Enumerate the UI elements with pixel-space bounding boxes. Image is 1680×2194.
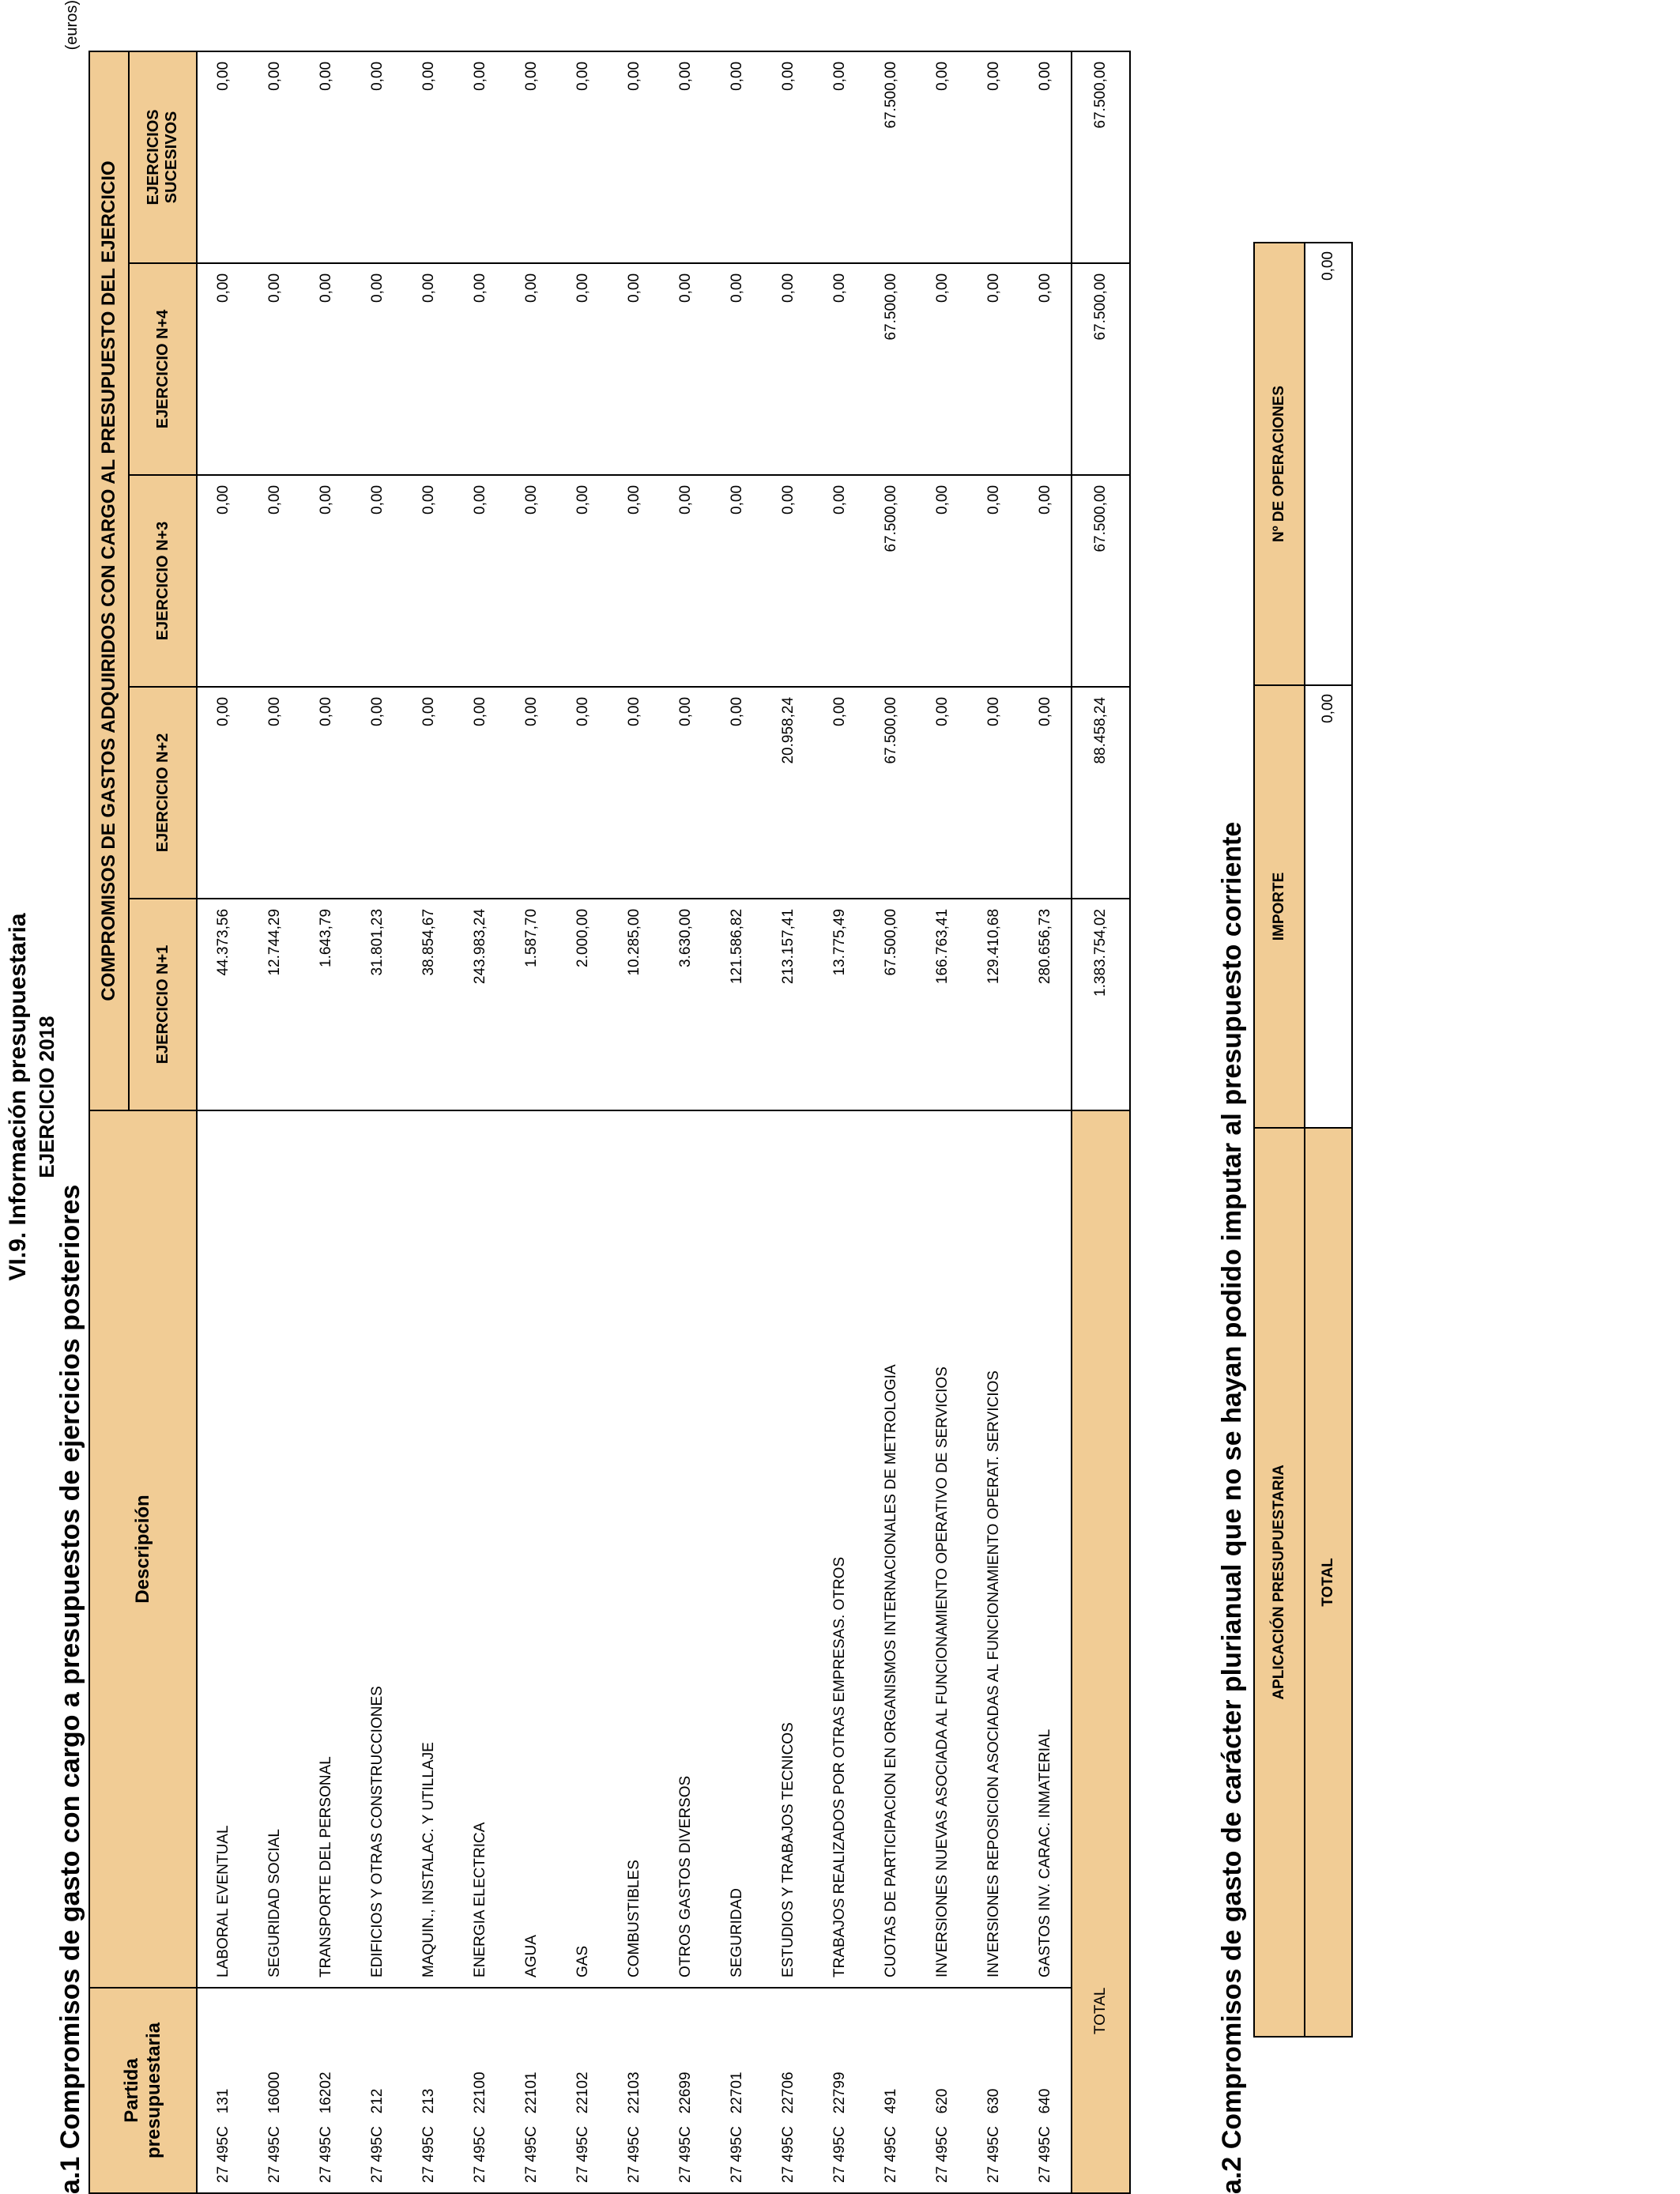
table-row: [557, 51, 608, 2193]
total-label: TOTAL: [1072, 1110, 1130, 2193]
sucesivos-cell: 0,00: [608, 51, 660, 263]
partida-cell: 27 495C 22701: [711, 1988, 763, 2193]
table-row: [968, 51, 1019, 2193]
n2-cell: 0,00: [506, 687, 557, 899]
n2-cell: 0,00: [968, 687, 1019, 899]
n2-cell: 0,00: [711, 687, 763, 899]
n3-cell: 0,00: [352, 475, 403, 687]
table-row: [865, 51, 917, 2193]
table-row: [352, 51, 403, 2193]
importe-column-header: IMPORTE: [1254, 685, 1305, 1128]
n2-cell: 20.958,24: [763, 687, 814, 899]
n2-cell: 0,00: [660, 687, 711, 899]
n3-cell: 0,00: [814, 475, 865, 687]
units-label: (euros): [63, 0, 81, 51]
n2-cell: 0,00: [814, 687, 865, 899]
partida-column-header: Partida presupuestaria: [89, 1988, 197, 2193]
n4-column-header: EJERCICIO N+4: [129, 263, 197, 475]
n1-cell: 38.854,67: [403, 899, 454, 1110]
section-a1-title: a.1 Compromisos de gasto con cargo a presupuestos de ejercicios posteriores: [55, 1184, 85, 2194]
n4-cell: 0,00: [660, 263, 711, 475]
descripcion-column-header: Descripción: [89, 1110, 197, 1988]
n4-cell: 0,00: [917, 263, 968, 475]
commitments-group-header: COMPROMISOS DE GASTOS ADQUIRIDOS CON CARGO AL PRESUPUESTO DEL EJERCICIO: [89, 51, 129, 1110]
partida-cell: 27 495C 22799: [814, 1988, 865, 2193]
n1-cell: 12.744,29: [249, 899, 300, 1110]
table-row: [814, 51, 865, 2193]
sucesivos-cell: 0,00: [454, 51, 506, 263]
table-row: [1019, 51, 1072, 2193]
partida-cell: 27 495C 212: [352, 1988, 403, 2193]
description-cell: GASTOS INV. CARAC. INMATERIAL: [1019, 1110, 1072, 1988]
n3-cell: 0,00: [403, 475, 454, 687]
n1-cell: 243.983,24: [454, 899, 506, 1110]
sucesivos-cell: 0,00: [300, 51, 352, 263]
n4-cell: 0,00: [403, 263, 454, 475]
n3-cell: 0,00: [557, 475, 608, 687]
n3-cell: 0,00: [506, 475, 557, 687]
n2-cell: 0,00: [249, 687, 300, 899]
total-n2-cell: 88.458,24: [1072, 687, 1130, 899]
n2-cell: 0,00: [197, 687, 249, 899]
table-row: [403, 51, 454, 2193]
n1-cell: 129.410,68: [968, 899, 1019, 1110]
partida-cell: 27 495C 640: [1019, 1988, 1072, 2193]
description-cell: INVERSIONES NUEVAS ASOCIADA AL FUNCIONAMIENTO OPERATIVO DE SERVICIOS: [917, 1110, 968, 1988]
total-n4-cell: 67.500,00: [1072, 263, 1130, 475]
n1-cell: 280.656,73: [1019, 899, 1072, 1110]
n4-cell: 0,00: [968, 263, 1019, 475]
n2-cell: 0,00: [557, 687, 608, 899]
n1-cell: 1.587,70: [506, 899, 557, 1110]
n2-cell: 0,00: [454, 687, 506, 899]
sucesivos-cell: 0,00: [197, 51, 249, 263]
sucesivos-column-header: EJERCICIOS SUCESIVOS: [129, 51, 197, 263]
operaciones-column-header: Nº DE OPERACIONES: [1254, 243, 1305, 685]
n1-cell: 2.000,00: [557, 899, 608, 1110]
partida-cell: 27 495C 131: [197, 1988, 249, 2193]
description-cell: GAS: [557, 1110, 608, 1988]
sucesivos-cell: 0,00: [352, 51, 403, 263]
n2-cell: 0,00: [608, 687, 660, 899]
n3-cell: 0,00: [1019, 475, 1072, 687]
table-row: [917, 51, 968, 2193]
n4-cell: 0,00: [454, 263, 506, 475]
n2-column-header: EJERCICIO N+2: [129, 687, 197, 899]
n1-cell: 31.801,23: [352, 899, 403, 1110]
n1-cell: 213.157,41: [763, 899, 814, 1110]
sucesivos-cell: 0,00: [557, 51, 608, 263]
sucesivos-cell: 0,00: [814, 51, 865, 263]
n4-cell: 0,00: [197, 263, 249, 475]
n3-cell: 0,00: [608, 475, 660, 687]
total-sucesivos-cell: 67.500,00: [1072, 51, 1130, 263]
n3-cell: 0,00: [917, 475, 968, 687]
description-cell: SEGURIDAD: [711, 1110, 763, 1988]
n3-cell: 0,00: [711, 475, 763, 687]
section-a2-title: a.2 Compromisos de gasto de carácter plurianual que no se hayan podido imputar al presupuesto corriente: [1217, 821, 1247, 2194]
partida-cell: 27 495C 22699: [660, 1988, 711, 2193]
n1-cell: 166.763,41: [917, 899, 968, 1110]
table-row: [660, 51, 711, 2193]
description-cell: EDIFICIOS Y OTRAS CONSTRUCCIONES: [352, 1110, 403, 1988]
total-n1-cell: 1.383.754,02: [1072, 899, 1130, 1110]
description-cell: OTROS GASTOS DIVERSOS: [660, 1110, 711, 1988]
partida-cell: 27 495C 22102: [557, 1988, 608, 2193]
total-importe-cell: 0,00: [1305, 685, 1352, 1128]
total-label: TOTAL: [1305, 1128, 1352, 2037]
n4-cell: 0,00: [1019, 263, 1072, 475]
partida-cell: 27 495C 213: [403, 1988, 454, 2193]
description-cell: ENERGIA ELECTRICA: [454, 1110, 506, 1988]
table-row: [506, 51, 557, 2193]
n2-cell: 0,00: [403, 687, 454, 899]
sucesivos-cell: 0,00: [249, 51, 300, 263]
table-row: [711, 51, 763, 2193]
description-cell: AGUA: [506, 1110, 557, 1988]
n2-cell: 0,00: [917, 687, 968, 899]
partida-cell: 27 495C 16202: [300, 1988, 352, 2193]
sucesivos-cell: 0,00: [763, 51, 814, 263]
n2-cell: 67.500,00: [865, 687, 917, 899]
n4-cell: 0,00: [814, 263, 865, 475]
n4-cell: 0,00: [608, 263, 660, 475]
description-cell: CUOTAS DE PARTICIPACION EN ORGANISMOS INTERNACIONALES DE METROLOGIA: [865, 1110, 917, 1988]
table-row: [763, 51, 814, 2193]
description-cell: SEGURIDAD SOCIAL: [249, 1110, 300, 1988]
commitments-table: [89, 51, 1131, 2194]
n3-cell: 0,00: [454, 475, 506, 687]
sucesivos-cell: 67.500,00: [865, 51, 917, 263]
plurianual-table: [1253, 242, 1353, 2038]
n3-cell: 0,00: [660, 475, 711, 687]
n3-cell: 0,00: [968, 475, 1019, 687]
description-cell: COMBUSTIBLES: [608, 1110, 660, 1988]
partida-cell: 27 495C 22100: [454, 1988, 506, 2193]
n3-cell: 67.500,00: [865, 475, 917, 687]
partida-cell: 27 495C 22103: [608, 1988, 660, 2193]
n1-cell: 10.285,00: [608, 899, 660, 1110]
total-row: [1072, 51, 1130, 2193]
sucesivos-cell: 0,00: [403, 51, 454, 263]
table-row: [300, 51, 352, 2193]
description-cell: ESTUDIOS Y TRABAJOS TECNICOS: [763, 1110, 814, 1988]
partida-cell: 27 495C 620: [917, 1988, 968, 2193]
n3-cell: 0,00: [300, 475, 352, 687]
n1-cell: 1.643,79: [300, 899, 352, 1110]
n3-column-header: EJERCICIO N+3: [129, 475, 197, 687]
n4-cell: 67.500,00: [865, 263, 917, 475]
description-cell: LABORAL EVENTUAL: [197, 1110, 249, 1988]
n4-cell: 0,00: [506, 263, 557, 475]
n4-cell: 0,00: [249, 263, 300, 475]
n1-cell: 13.775,49: [814, 899, 865, 1110]
sucesivos-cell: 0,00: [711, 51, 763, 263]
n4-cell: 0,00: [557, 263, 608, 475]
table-row: [249, 51, 300, 2193]
n1-cell: 121.586,82: [711, 899, 763, 1110]
description-cell: MAQUIN., INSTALAC. Y UTILLAJE: [403, 1110, 454, 1988]
partida-cell: 27 495C 22706: [763, 1988, 814, 2193]
n3-cell: 0,00: [197, 475, 249, 687]
partida-cell: 27 495C 22101: [506, 1988, 557, 2193]
n1-cell: 3.630,00: [660, 899, 711, 1110]
table-row: [608, 51, 660, 2193]
page-title: VI.9. Información presupuestaria: [5, 913, 31, 1281]
sucesivos-cell: 0,00: [1019, 51, 1072, 263]
sucesivos-cell: 0,00: [968, 51, 1019, 263]
partida-cell: 27 495C 491: [865, 1988, 917, 2193]
n4-cell: 0,00: [352, 263, 403, 475]
fiscal-year: EJERCICIO 2018: [35, 1016, 58, 1178]
description-cell: TRABAJOS REALIZADOS POR OTRAS EMPRESAS. OTROS: [814, 1110, 865, 1988]
description-cell: TRANSPORTE DEL PERSONAL: [300, 1110, 352, 1988]
description-cell: INVERSIONES REPOSICION ASOCIADAS AL FUNCIONAMIENTO OPERAT. SERVICIOS: [968, 1110, 1019, 1988]
total-n3-cell: 67.500,00: [1072, 475, 1130, 687]
partida-cell: 27 495C 630: [968, 1988, 1019, 2193]
sucesivos-cell: 0,00: [506, 51, 557, 263]
partida-cell: 27 495C 16000: [249, 1988, 300, 2193]
n3-cell: 0,00: [249, 475, 300, 687]
n4-cell: 0,00: [711, 263, 763, 475]
n1-column-header: EJERCICIO N+1: [129, 899, 197, 1110]
sucesivos-cell: 0,00: [917, 51, 968, 263]
total-row: [1305, 243, 1352, 2037]
n4-cell: 0,00: [300, 263, 352, 475]
aplicacion-column-header: APLICACIÓN PRESUPUESTARIA: [1254, 1128, 1305, 2037]
total-operaciones-cell: 0,00: [1305, 243, 1352, 685]
table-row: [197, 51, 249, 2193]
n3-cell: 0,00: [763, 475, 814, 687]
n2-cell: 0,00: [1019, 687, 1072, 899]
n2-cell: 0,00: [352, 687, 403, 899]
table-row: [454, 51, 506, 2193]
n1-cell: 44.373,56: [197, 899, 249, 1110]
n1-cell: 67.500,00: [865, 899, 917, 1110]
n2-cell: 0,00: [300, 687, 352, 899]
sucesivos-cell: 0,00: [660, 51, 711, 263]
n4-cell: 0,00: [763, 263, 814, 475]
